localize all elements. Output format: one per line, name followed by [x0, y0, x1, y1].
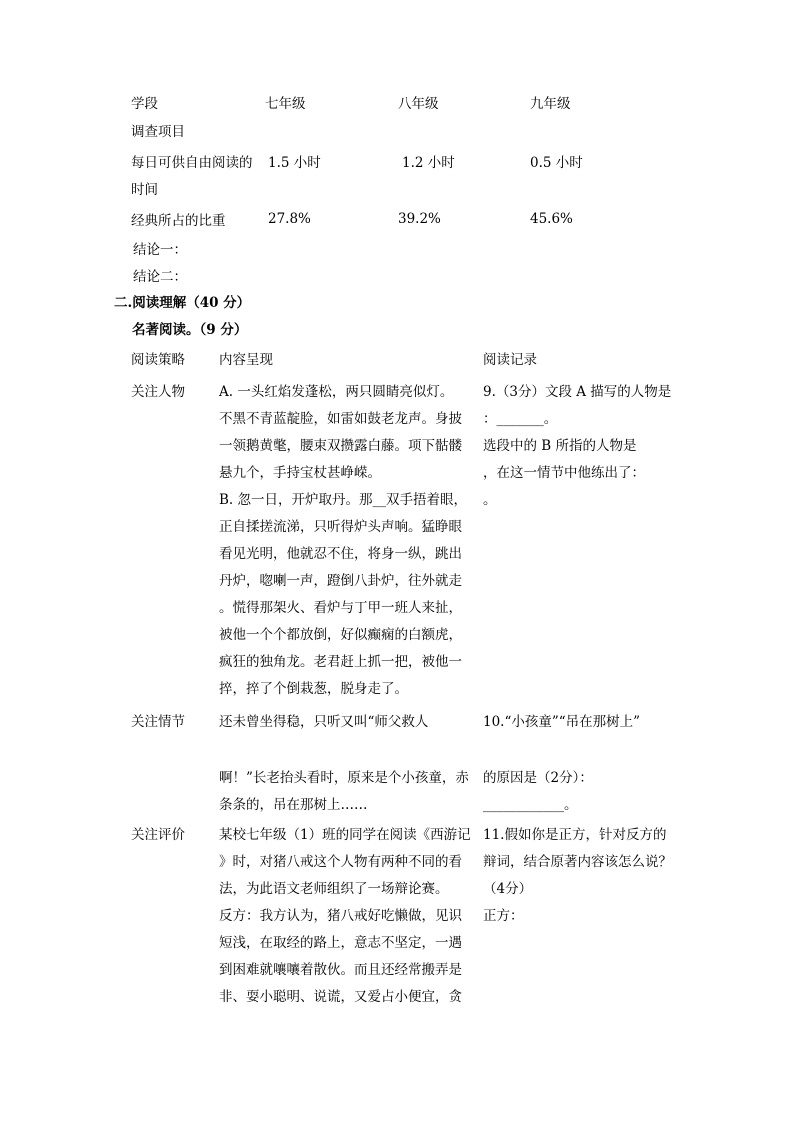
survey-corner-top: 学段	[131, 96, 158, 112]
reading-row2-content	[219, 709, 469, 819]
question-10-line	[483, 736, 640, 763]
reading-row3-content-line: 非、耍小聪明、说谎，又爱占小便宜，贪	[219, 989, 462, 1005]
survey-row1-label-line1: 每日可供自由阅读的	[131, 155, 253, 171]
question-11-line: （4分）	[483, 881, 533, 897]
survey-row2-label: 经典所占的比重	[131, 213, 226, 229]
reading-row1-content-line: 一领鹅黄氅，腰束双攒露白藤。项下骷髅	[219, 438, 462, 454]
reading-row3-content-line: 某校七年级（1）班的同学在阅读《西游记	[219, 827, 471, 843]
reading-row2-record	[483, 709, 640, 819]
reading-row1-content-line: 捽，捽了个倒栽葱，脱身走了。	[219, 681, 408, 697]
reading-row1-content-line: 看见光明，他就忍不住，将身一纵，跳出	[219, 546, 462, 562]
section-subheading: 名著阅读。（9 分）	[132, 322, 248, 338]
survey-row1-value-7: 1.5 小时	[268, 155, 321, 171]
reading-row3-strategy: 关注评价	[131, 827, 185, 843]
reading-row3-content-line: 反方：我方认为，猪八戒好吃懒做，见识	[219, 908, 462, 924]
question-10-line: ____________。	[483, 797, 578, 813]
question-10-line: 10.“小孩童”“吊在那树上”	[483, 714, 641, 730]
reading-row1-content-line: 不黑不青蓝靛脸，如雷如鼓老龙声。身披	[219, 411, 462, 427]
reading-row1-content-line: A. 一头红焰发蓬松，两只圆睛亮似灯。	[219, 384, 454, 400]
reading-row2-content-line: 还未曾坐得稳，只听又叫“师父救人	[219, 714, 429, 730]
reading-row1-content	[219, 379, 467, 703]
reading-row2-strategy: 关注情节	[131, 714, 185, 730]
reading-header-strategy: 阅读策略	[131, 352, 185, 368]
reading-row3-content	[219, 822, 471, 1011]
reading-row1-content-line: 丹炉，唿喇一声，蹬倒八卦炉，往外就走	[219, 573, 462, 589]
reading-row1-content-line: B. 忽一日，开炉取丹。那__双手捂着眼，	[219, 492, 468, 508]
question-9-line: 9.（3分）文段 A 描写的人物是	[483, 384, 672, 400]
survey-grade-7: 七年级	[265, 96, 306, 112]
survey-grade-8: 八年级	[398, 96, 439, 112]
reading-row1-content-line: 悬九个，手持宝杖甚峥嵘。	[219, 465, 381, 481]
question-11-line: 正方：	[483, 908, 524, 924]
reading-row3-content-line: 到困难就嚷嚷着散伙。而且还经常搬弄是	[219, 962, 462, 978]
conclusion-1: 结论一：	[133, 242, 187, 258]
reading-row2-content-line: 啊！”长老抬头看时，原来是个小孩童，赤	[219, 770, 469, 786]
question-10-line: 的原因是（2分）：	[483, 770, 593, 786]
reading-row1-strategy: 关注人物	[131, 384, 185, 400]
survey-row1-value-9: 0.5 小时	[530, 155, 583, 171]
question-9-line: ：_______。	[483, 411, 558, 427]
reading-row3-content-line: 法，为此语文老师组织了一场辩论赛。	[219, 881, 449, 897]
reading-row3-record	[483, 822, 672, 930]
survey-corner-bottom: 调查项目	[131, 124, 185, 140]
reading-header-record: 阅读记录	[483, 352, 537, 368]
reading-row2-content-line	[219, 736, 469, 763]
survey-row2-value-8: 39.2%	[398, 211, 441, 227]
survey-row2-value-7: 27.8%	[268, 211, 311, 227]
reading-row1-content-line: 。慌得那架火、看炉与丁甲一班人来扯，	[219, 600, 462, 616]
question-9-line: 选段中的 B 所指的人物是	[483, 438, 637, 454]
reading-row1-content-line: 正自揉搓流涕，只听得炉头声响。猛睁眼	[219, 519, 462, 535]
reading-row1-content-line: 被他一个个都放倒，好似癫痫的白额虎，	[219, 627, 462, 643]
survey-row2-value-9: 45.6%	[530, 211, 573, 227]
question-9-line: 。	[483, 492, 497, 508]
survey-grade-9: 九年级	[530, 96, 571, 112]
question-9-line: ，在这一情节中他练出了：	[483, 465, 645, 481]
reading-row1-content-line: 疯狂的独角龙。老君赶上抓一把，被他一	[219, 654, 462, 670]
reading-header-content: 内容呈现	[219, 352, 273, 368]
question-11-line: 11.假如你是正方，针对反方的	[483, 827, 667, 843]
survey-row1-value-8: 1.2 小时	[402, 155, 455, 171]
reading-row1-record	[483, 379, 671, 514]
reading-row2-content-line: 条条的，吊在那树上……	[219, 797, 368, 813]
section-heading: 二.阅读理解（40 分）	[114, 295, 251, 311]
conclusion-2: 结论二：	[133, 269, 187, 285]
reading-row3-content-line: 》时，对猪八戒这个人物有两种不同的看	[219, 854, 462, 870]
survey-row1-label-line2: 时间	[131, 182, 158, 198]
reading-row3-content-line: 短浅，在取经的路上，意志不坚定，一遇	[219, 935, 462, 951]
question-11-line: 辩词，结合原著内容该怎么说？	[483, 854, 672, 870]
